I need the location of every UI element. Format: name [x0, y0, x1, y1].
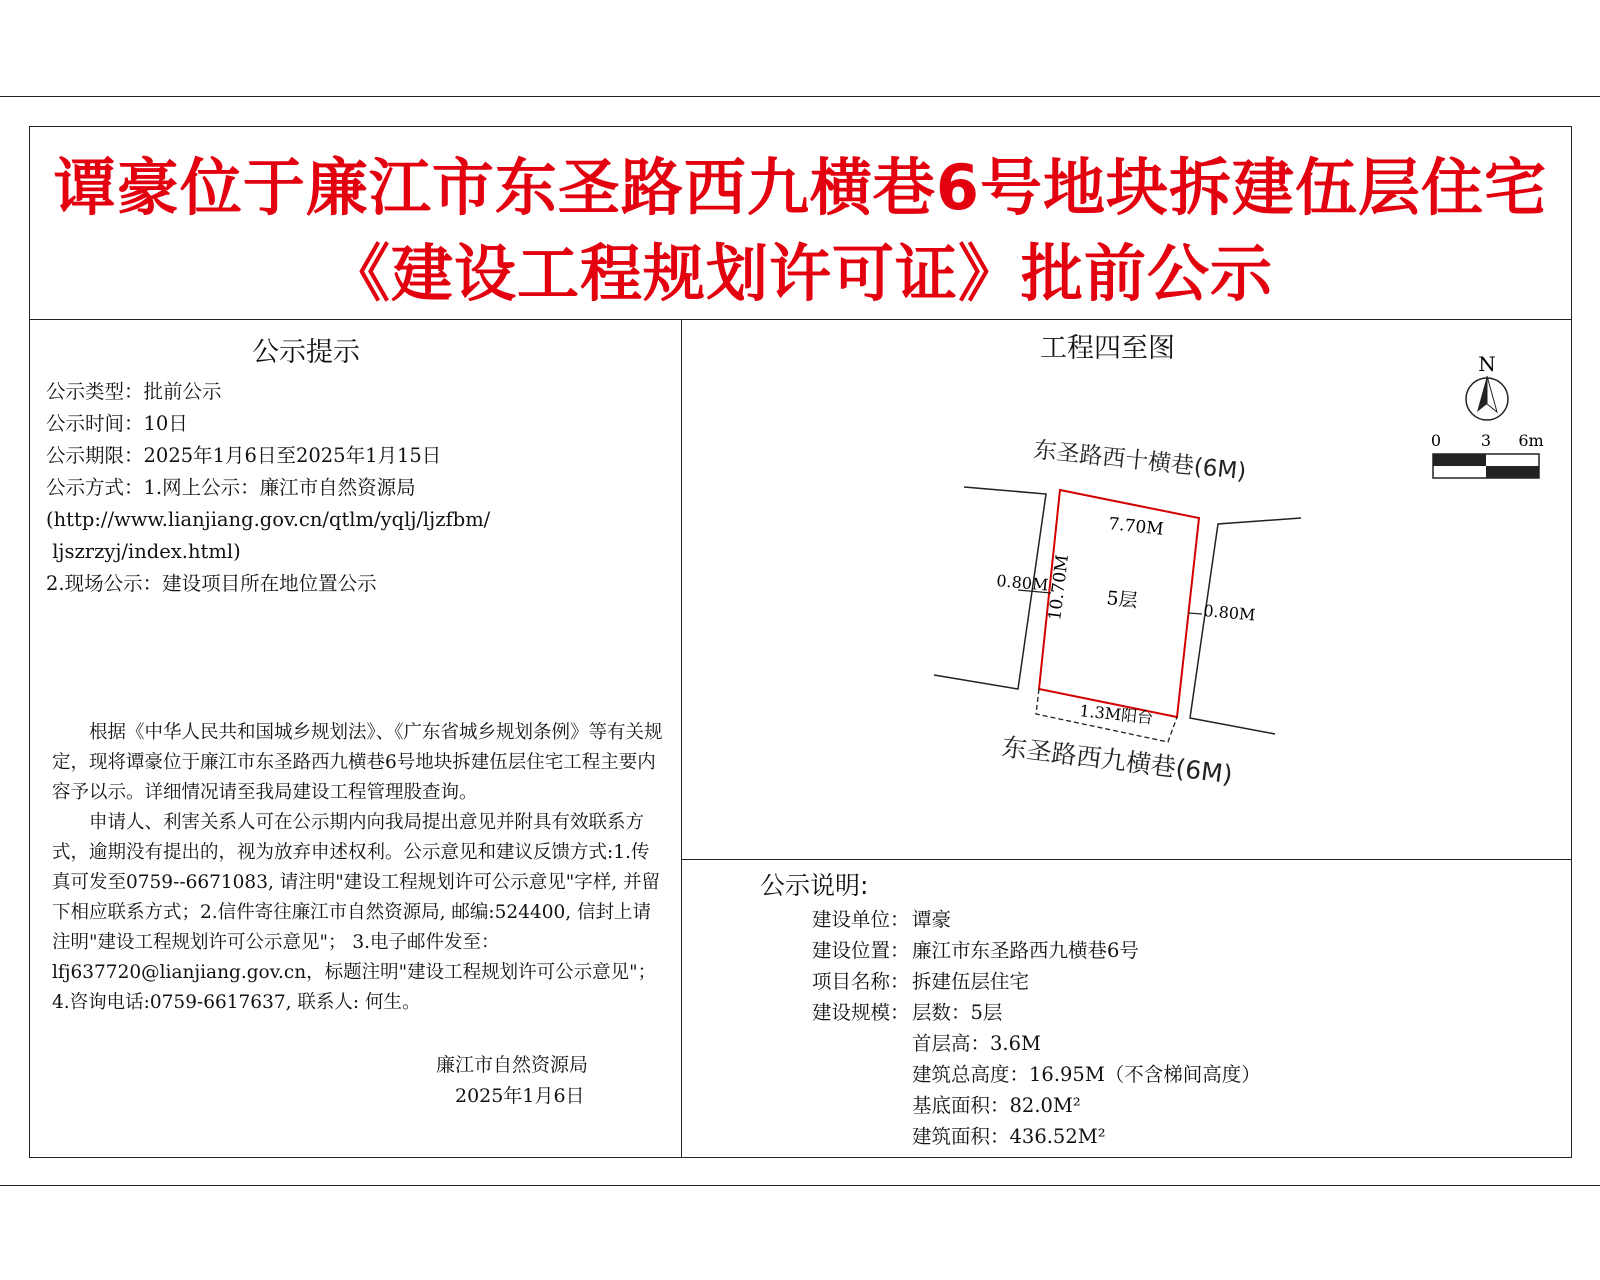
dim-top-label: 7.70M [1107, 514, 1165, 540]
signature-date: 2025年1月6日 [455, 1085, 585, 1107]
title-block [29, 126, 1572, 320]
note-row-height [812, 1059, 1261, 1090]
note-value: 谭豪 [912, 908, 952, 931]
note-value: 基底面积：82.0M² [912, 1094, 1081, 1117]
project-notes-list [812, 904, 1261, 1152]
note-value: 首层高：3.6M [912, 1032, 1041, 1055]
dim-left-label: 10.70M [1045, 553, 1074, 622]
note-value: 层数：5层 [912, 1001, 1003, 1024]
note-label: 建设位置： [812, 939, 910, 962]
info-type: 公示类型：批前公示 [46, 380, 222, 403]
note-label: 建设单位： [812, 908, 910, 931]
note-value: 廉江市东圣路西九横巷6号 [912, 939, 1139, 962]
setback-right-label: 0.80M [1202, 601, 1257, 625]
note-row-scale [812, 997, 1261, 1028]
note-row-floor-area [812, 1121, 1261, 1152]
road-south-label: 东圣路西九横巷(6M) [1000, 732, 1235, 790]
scale-label-6m: 6m [1518, 431, 1544, 450]
note-row-base-area [812, 1090, 1261, 1121]
title-line-1: 谭豪位于廉江市东圣路西九横巷6号地块拆建伍层住宅 [53, 151, 1548, 224]
north-arrow-icon [1466, 352, 1508, 420]
info-period: 公示期限：2025年1月6日至2025年1月15日 [46, 444, 442, 467]
info-onsite: 2.现场公示：建设项目所在地位置公示 [46, 572, 377, 595]
setback-left-label: 0.80M [995, 571, 1050, 595]
note-row-first-floor [812, 1028, 1261, 1059]
info-method: 公示方式：1.网上公示：廉江市自然资源局 [46, 476, 416, 499]
scale-label-0: 0 [1430, 431, 1442, 450]
note-label: 建设规模： [812, 1001, 910, 1024]
road-north-label: 东圣路西十横巷(6M) [1032, 437, 1248, 486]
site-boundary-map [681, 320, 1572, 859]
notice-tips-heading: 公示提示 [252, 337, 360, 368]
note-label: 项目名称： [812, 970, 910, 993]
notice-body [52, 718, 664, 1018]
info-duration: 公示时间：10日 [46, 412, 188, 435]
info-url-1: (http://www.lianjiang.gov.cn/qtlm/yqlj/ljzfbm/ [46, 508, 491, 531]
note-value: 建筑面积：436.52M² [912, 1125, 1106, 1148]
title-line-2: 《建设工程规划许可证》批前公示 [327, 237, 1273, 310]
project-notes-heading: 公示说明: [760, 871, 869, 900]
note-row-unit [812, 904, 1261, 935]
note-value: 建筑总高度：16.95M（不含梯间高度） [912, 1063, 1261, 1086]
scale-label-3: 3 [1480, 431, 1492, 450]
notice-info-list [46, 376, 490, 600]
signature-org: 廉江市自然资源局 [436, 1054, 589, 1076]
info-url-2: ljszrzyj/index.html) [46, 540, 241, 563]
note-row-location [812, 935, 1261, 966]
balcony-label: 1.3M阳台 [1078, 701, 1155, 728]
body-paragraph-2: 申请人、利害关系人可在公示期内向我局提出意见并附具有效联系方式，逾期没有提出的，视为放弃申述权利。公示意见和建议反馈方式:1.传真可发至0759--6671083, 请注明"建设工程规划许可公示意见"字样, 并留下相应联系方式；2.信件寄往廉江市自然资源局, 邮编:524400, 信封上请注明"建设工程规划许可公示意见"； 3.电子邮件发至：lfj637720@lianjiang.gov.cn，标题注明"建设工程规划许可公示意见"；4.咨询电话:0759-6617637, 联系人: 何生。 [52, 812, 661, 1013]
note-row-project [812, 966, 1261, 997]
scale-bar [1431, 431, 1544, 478]
right-horizontal-divider [681, 859, 1572, 860]
north-label: N [1478, 352, 1496, 376]
body-paragraph-1: 根据《中华人民共和国城乡规划法》、《广东省城乡规划条例》等有关规定，现将谭豪位于廉江市东圣路西九横巷6号地块拆建伍层住宅工程主要内容予以示。详细情况请至我局建设工程管理股查询。 [52, 722, 663, 803]
note-value: 拆建伍层住宅 [912, 970, 1030, 993]
floors-label: 5层 [1105, 587, 1139, 613]
site-map-heading: 工程四至图 [1040, 333, 1175, 364]
